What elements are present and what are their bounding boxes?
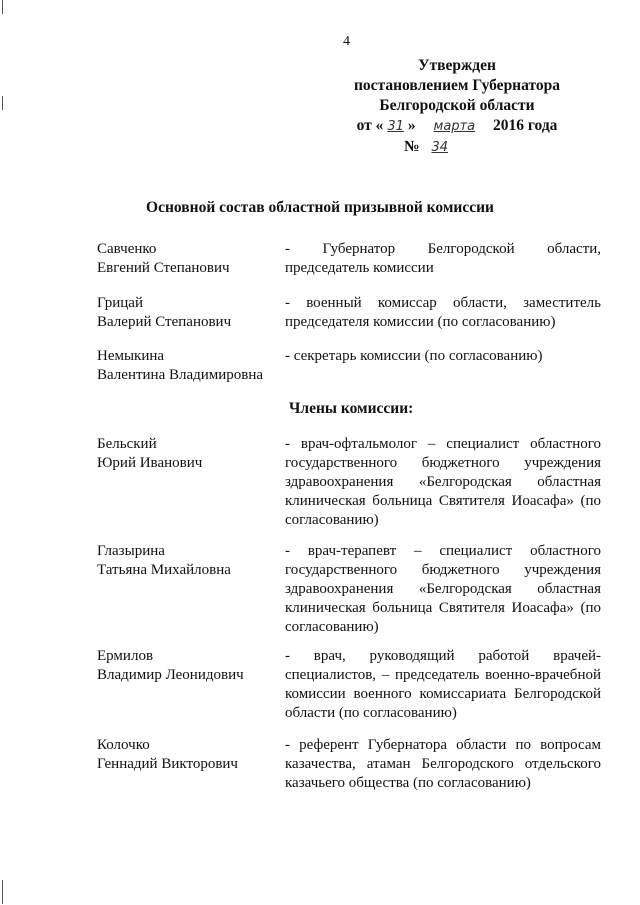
person-role: - референт Губернатора области по вопросам казачества, атаман Белгородского отдельского казачьего общества (по согласованию) [285,737,601,791]
surname: Немыкина [97,348,165,364]
date-year: 2016 года [493,117,558,134]
person-name [97,647,277,685]
person-name [97,240,277,278]
scan-margin-mark [2,0,3,14]
person-name [97,435,277,473]
person-role: - военный комиссар области, заместитель председателя комиссии (по согласованию) [285,295,601,330]
approval-line1: Утвержден [418,57,496,74]
date-month: марта [433,119,476,134]
surname: Ермилов [97,648,154,664]
person-role: - Губернатор Белгородской области, председатель комиссии [285,241,601,276]
approval-date [332,116,582,137]
date-day: 31 [387,119,404,134]
given-name: Евгений Степанович [97,260,230,276]
given-name: Геннадий Викторович [97,756,238,772]
scan-margin-mark [2,96,3,110]
approval-block [332,56,582,158]
given-name: Юрий Иванович [97,455,203,471]
number-prefix: № [404,138,420,155]
person-name [97,347,277,385]
person-role: - врач-терапевт – специалист областного государственного бюджетного учреждения здравоохранения «Белгородская областная клиническая больница Святителя Иоасафа» (по согласованию) [285,543,601,635]
surname: Грицай [97,295,143,311]
given-name: Валентина Владимировна [97,367,264,383]
members-heading: Члены комиссии: [289,400,414,417]
document-title: Основной состав областной призывной комиссии [146,199,494,216]
scan-margin-mark [2,880,3,904]
given-name: Татьяна Михайловна [97,562,231,578]
surname: Савченко [97,241,157,257]
person-name [97,542,277,580]
person-name [97,736,277,774]
surname: Колочко [97,737,150,753]
page-number: 4 [343,34,350,49]
person-role: - секретарь комиссии (по согласованию) [285,348,543,364]
approval-line2: постановлением Губернатора [354,77,560,94]
surname: Глазырина [97,543,165,559]
person-role: - врач-офтальмолог – специалист областного государственного бюджетного учреждения здравоохранения «Белгородская областная клиническая больница Святителя Иоасафа» (по согласованию) [285,436,601,528]
date-prefix: от « [356,117,384,134]
surname: Бельский [97,436,157,452]
date-mid: » [407,117,416,134]
person-role: - врач, руководящий работой врачей-специалистов, – председатель военно-врачебной комиссии военного комиссариата Белгородской области (по согласованию) [285,648,601,721]
approval-number [332,137,542,158]
given-name: Валерий Степанович [97,314,232,330]
number-value: 34 [431,140,448,155]
person-name [97,294,277,332]
given-name: Владимир Леонидович [97,667,244,683]
approval-line3: Белгородской области [379,97,535,114]
